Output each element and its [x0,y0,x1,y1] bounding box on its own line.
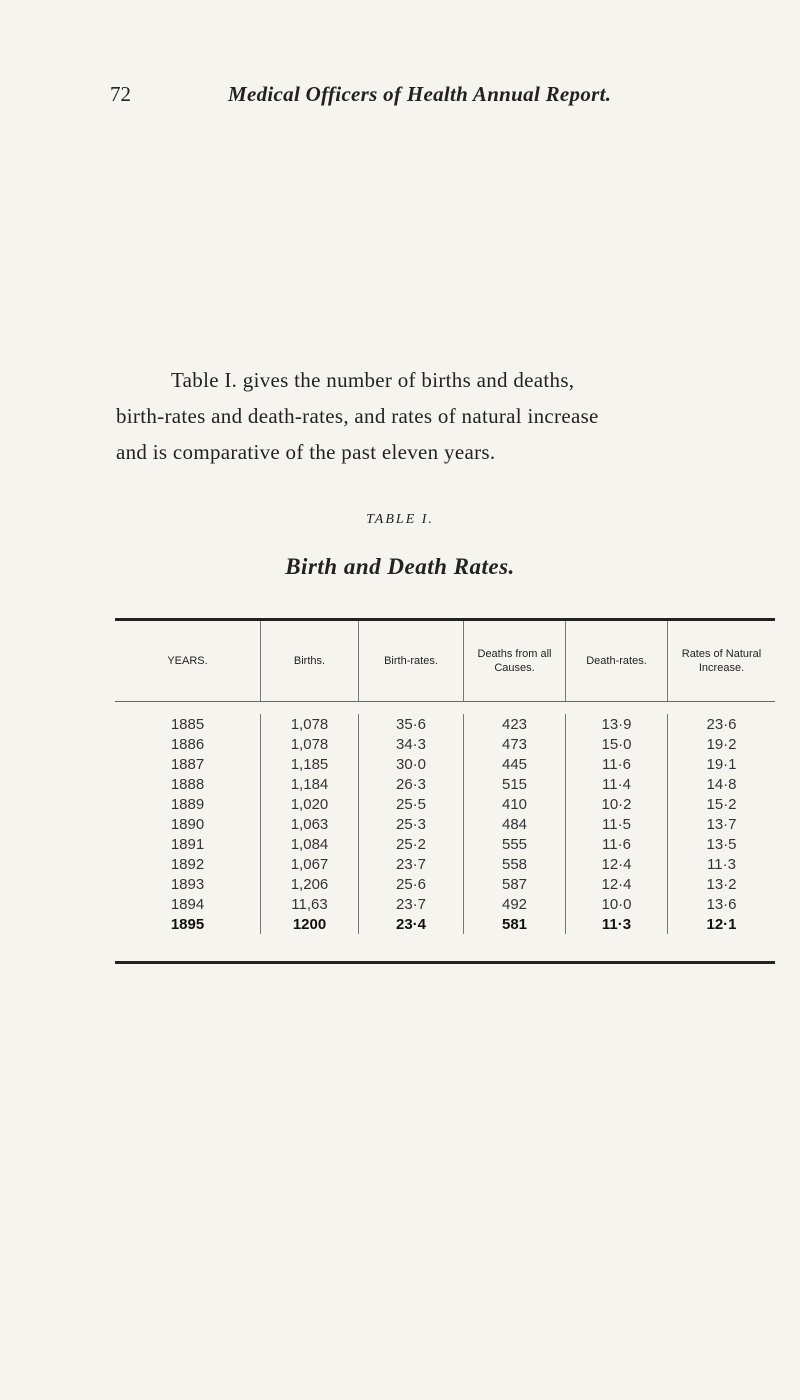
cell-deaths: 423 [463,714,565,734]
cell-natural-increase: 13·7 [667,814,775,834]
birth-death-rates-table [115,618,775,964]
cell-year: 1885 [170,715,205,733]
table-row [115,714,775,734]
header-births: Births. [260,621,358,701]
cell-birth-rate: 26·3 [358,774,463,794]
cell-birth-rate: 25·5 [358,794,463,814]
header-years: YEARS. [167,655,208,667]
cell-births: 1,206 [260,874,358,894]
cell-deaths: 484 [463,814,565,834]
cell-deaths: 492 [463,894,565,914]
header-death-rates: Death-rates. [565,621,667,701]
cell-death-rate: 10·2 [565,794,667,814]
cell-deaths: 558 [463,854,565,874]
cell-birth-rate: 35·6 [358,714,463,734]
cell-year: 1892 [170,855,205,873]
cell-birth-rate: 25·3 [358,814,463,834]
cell-death-rate: 11·5 [565,814,667,834]
cell-deaths: 587 [463,874,565,894]
cell-births: 1,078 [260,714,358,734]
table-row [115,874,775,894]
table-row [115,734,775,754]
cell-births: 1,078 [260,734,358,754]
cell-birth-rate: 34·3 [358,734,463,754]
table-row [115,854,775,874]
intro-paragraph [116,362,771,470]
cell-births: 11,63 [260,894,358,914]
cell-death-rate: 11·3 [565,914,667,934]
cell-births: 1,063 [260,814,358,834]
intro-line: and is comparative of the past eleven years. [116,440,496,464]
cell-death-rate: 10·0 [565,894,667,914]
cell-natural-increase: 11·3 [667,854,775,874]
cell-births: 1,185 [260,754,358,774]
cell-natural-increase: 23·6 [667,714,775,734]
cell-death-rate: 11·6 [565,754,667,774]
running-title: Medical Officers of Health Annual Report. [228,82,612,106]
cell-births: 1,020 [260,794,358,814]
cell-deaths: 515 [463,774,565,794]
cell-year: 1894 [170,895,205,913]
cell-birth-rate: 25·6 [358,874,463,894]
cell-birth-rate: 30·0 [358,754,463,774]
table-row [115,834,775,854]
cell-death-rate: 12·4 [565,854,667,874]
intro-line: birth-rates and death-rates, and rates of natural increase [116,404,599,428]
cell-birth-rate: 25·2 [358,834,463,854]
cell-death-rate: 11·4 [565,774,667,794]
header-deaths: Deaths from all Causes. [463,621,565,701]
cell-year: 1887 [170,755,205,773]
cell-natural-increase: 14·8 [667,774,775,794]
table-row [115,754,775,774]
cell-deaths: 581 [463,914,565,934]
table-label: TABLE I. [366,512,434,527]
cell-natural-increase: 19·2 [667,734,775,754]
cell-year: 1888 [170,775,205,793]
cell-births: 1,084 [260,834,358,854]
cell-year: 1890 [170,815,205,833]
table-row [115,894,775,914]
cell-year: 1886 [170,735,205,753]
cell-births: 1,067 [260,854,358,874]
cell-year: 1893 [170,875,205,893]
cell-natural-increase: 15·2 [667,794,775,814]
cell-deaths: 555 [463,834,565,854]
cell-deaths: 445 [463,754,565,774]
cell-birth-rate: 23·7 [358,894,463,914]
cell-death-rate: 13·9 [565,714,667,734]
page-header [110,82,730,116]
cell-births: 1200 [260,914,358,934]
cell-natural-increase: 19·1 [667,754,775,774]
header-natural-increase: Rates of Natural Increase. [667,621,775,701]
cell-year: 1891 [170,835,205,853]
header-birth-rates: Birth-rates. [358,621,463,701]
cell-death-rate: 12·4 [565,874,667,894]
cell-birth-rate: 23·7 [358,854,463,874]
page-number: 72 [110,82,131,106]
table-header-row [115,621,775,702]
cell-natural-increase: 13·5 [667,834,775,854]
cell-natural-increase: 12·1 [667,914,775,934]
cell-deaths: 410 [463,794,565,814]
table-title: Birth and Death Rates. [285,554,515,579]
table-row [115,794,775,814]
cell-natural-increase: 13·2 [667,874,775,894]
cell-natural-increase: 13·6 [667,894,775,914]
cell-year: 1889 [170,795,205,813]
cell-deaths: 473 [463,734,565,754]
cell-death-rate: 15·0 [565,734,667,754]
intro-line: Table I. gives the number of births and deaths, [171,368,575,392]
cell-births: 1,184 [260,774,358,794]
table-body [115,702,775,934]
cell-birth-rate: 23·4 [358,914,463,934]
cell-death-rate: 11·6 [565,834,667,854]
table-row [115,814,775,834]
table-row [115,914,775,934]
table-row [115,774,775,794]
cell-year: 1895 [170,915,205,933]
